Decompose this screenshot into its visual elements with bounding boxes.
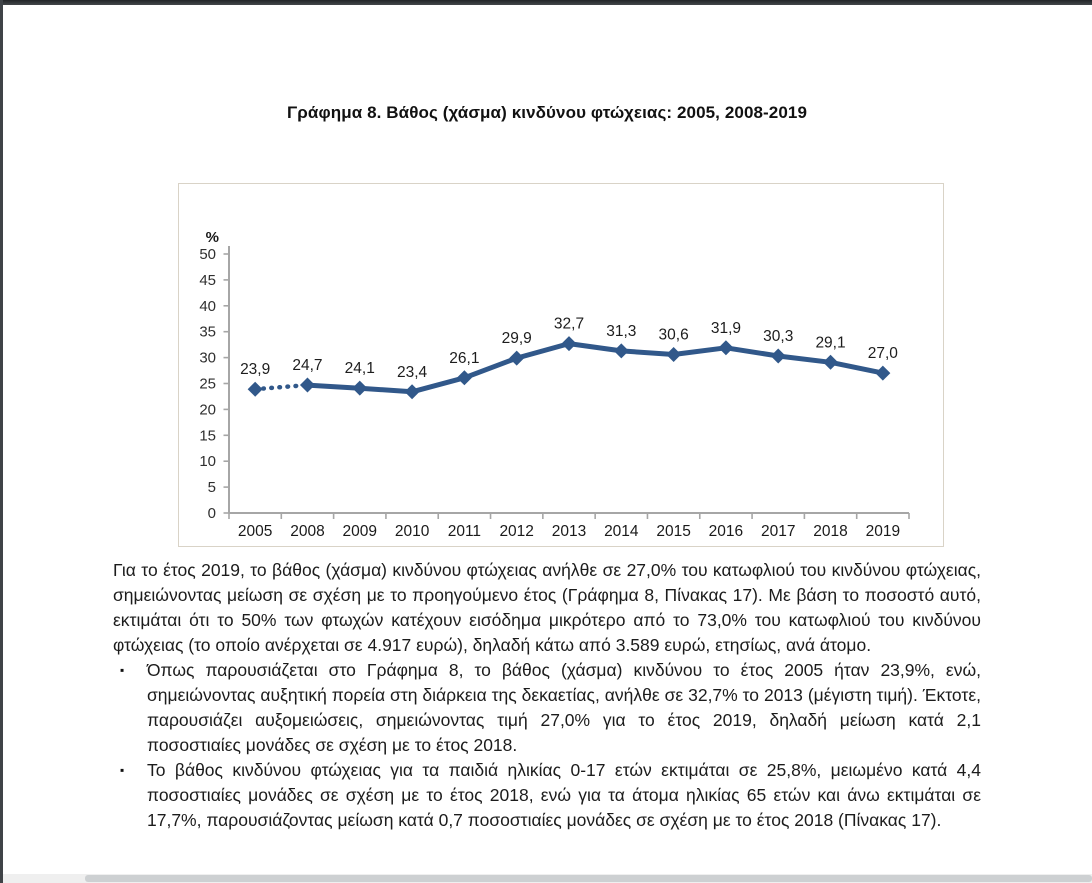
- horizontal-scrollbar[interactable]: [3, 874, 1092, 883]
- body-text: [113, 558, 981, 833]
- svg-text:40: 40: [199, 297, 216, 315]
- svg-text:2015: 2015: [656, 523, 691, 540]
- window-edge-top: [0, 0, 1092, 5]
- svg-text:2012: 2012: [499, 523, 534, 540]
- svg-text:2005: 2005: [237, 523, 273, 540]
- svg-text:30: 30: [199, 349, 216, 367]
- svg-text:2008: 2008: [290, 523, 325, 540]
- svg-text:24,1: 24,1: [344, 360, 375, 378]
- svg-text:29,9: 29,9: [501, 330, 532, 348]
- svg-text:31,9: 31,9: [710, 319, 742, 337]
- svg-text:35: 35: [199, 323, 216, 341]
- chart-title: Γράφημα 8. Βάθος (χάσμα) κινδύνου φτώχειας: 2005, 2008-2019: [286, 103, 808, 122]
- svg-text:10: 10: [199, 453, 216, 471]
- svg-text:23,4: 23,4: [396, 363, 428, 381]
- svg-text:26,1: 26,1: [449, 349, 480, 367]
- svg-text:2016: 2016: [708, 523, 744, 540]
- svg-text:15: 15: [199, 427, 216, 445]
- svg-text:%: %: [205, 229, 219, 246]
- svg-text:30,3: 30,3: [763, 328, 794, 346]
- bullet-list: [113, 658, 981, 833]
- bullet-item: [113, 658, 981, 758]
- svg-text:2013: 2013: [551, 523, 587, 540]
- svg-text:2017: 2017: [760, 523, 796, 540]
- svg-text:0: 0: [207, 505, 216, 522]
- svg-text:2010: 2010: [394, 523, 430, 540]
- svg-text:50: 50: [199, 246, 216, 263]
- svg-text:5: 5: [207, 479, 216, 497]
- svg-text:2011: 2011: [447, 523, 482, 540]
- window-edge-left: [0, 0, 3, 883]
- svg-text:2009: 2009: [342, 523, 378, 540]
- svg-text:45: 45: [199, 271, 216, 289]
- svg-text:25: 25: [199, 375, 216, 393]
- body-paragraph: Για το έτος 2019, το βάθος (χάσμα) κινδύνου φτώχειας ανήλθε σε 27,0% του κατωφλιού του κινδύνου φτώχειας, σημειώνοντας μείωση σε σχέση με το προηγούμενο έτος (Γράφημα 8, Πίνακας 17). Με βάση το ποσοστό αυτό, εκτιμάται ότι το 50% των φτωχών κατέχουν εισόδημα μικρότερο από το 73,0% του κατωφλιού του κινδύνου φτώχειας (το οποίο ανέρχεται σε 4.917 ευρώ), δηλαδή κάτω από 3.589 ευρώ, ετησίως, ανά άτομο.: [113, 560, 981, 655]
- svg-text:32,7: 32,7: [553, 315, 585, 333]
- horizontal-scrollbar-thumb[interactable]: [85, 875, 1092, 882]
- svg-text:20: 20: [199, 401, 216, 419]
- bullet-text: Όπως παρουσιάζεται στο Γράφημα 8, το βάθος (χάσμα) κινδύνου το έτος 2005 ήταν 23,9%, ενώ, σημειώνοντας αυξητική πορεία στη διάρκεια της δεκαετίας, ανήλθε σε 32,7% το 2013 (μέγιστη τιμή). Έκτοτε, παρουσιάζει αυξομειώσεις, σημειώνοντας τιμή 27,0% για το έτος 2019, δηλαδή μείωση κατά 2,1 ποσοστιαίες μονάδες σε σχέση με το έτος 2018.: [147, 660, 981, 755]
- svg-text:2014: 2014: [604, 523, 639, 540]
- bullet-square-icon: ▪: [120, 763, 125, 777]
- svg-text:2018: 2018: [813, 523, 848, 540]
- bullet-item: [113, 758, 981, 833]
- svg-text:2019: 2019: [865, 523, 901, 540]
- svg-text:29,1: 29,1: [815, 334, 846, 352]
- poverty-gap-chart: [178, 183, 944, 547]
- svg-text:31,3: 31,3: [606, 322, 637, 340]
- svg-text:24,7: 24,7: [292, 357, 323, 375]
- bullet-text: Το βάθος κινδύνου φτώχειας για τα παιδιά ηλικίας 0-17 ετών εκτιμάται σε 25,8%, μειωμένο κατά 4,4 ποσοστιαίες μονάδες σε σχέση με το έτος 2018, ενώ για τα άτομα ηλικίας 65 ετών και άνω εκτιμάται σε 17,7%, παρουσιάζοντας μείωση κατά 0,7 ποσοστιαίες μονάδες σε σχέση με το έτος 2018 (Πίνακας 17).: [147, 760, 981, 830]
- svg-text:23,9: 23,9: [240, 361, 271, 379]
- svg-text:27,0: 27,0: [867, 345, 898, 363]
- bullet-square-icon: ▪: [120, 663, 125, 677]
- svg-text:30,6: 30,6: [658, 326, 689, 344]
- poverty-gap-chart-svg: [179, 184, 943, 546]
